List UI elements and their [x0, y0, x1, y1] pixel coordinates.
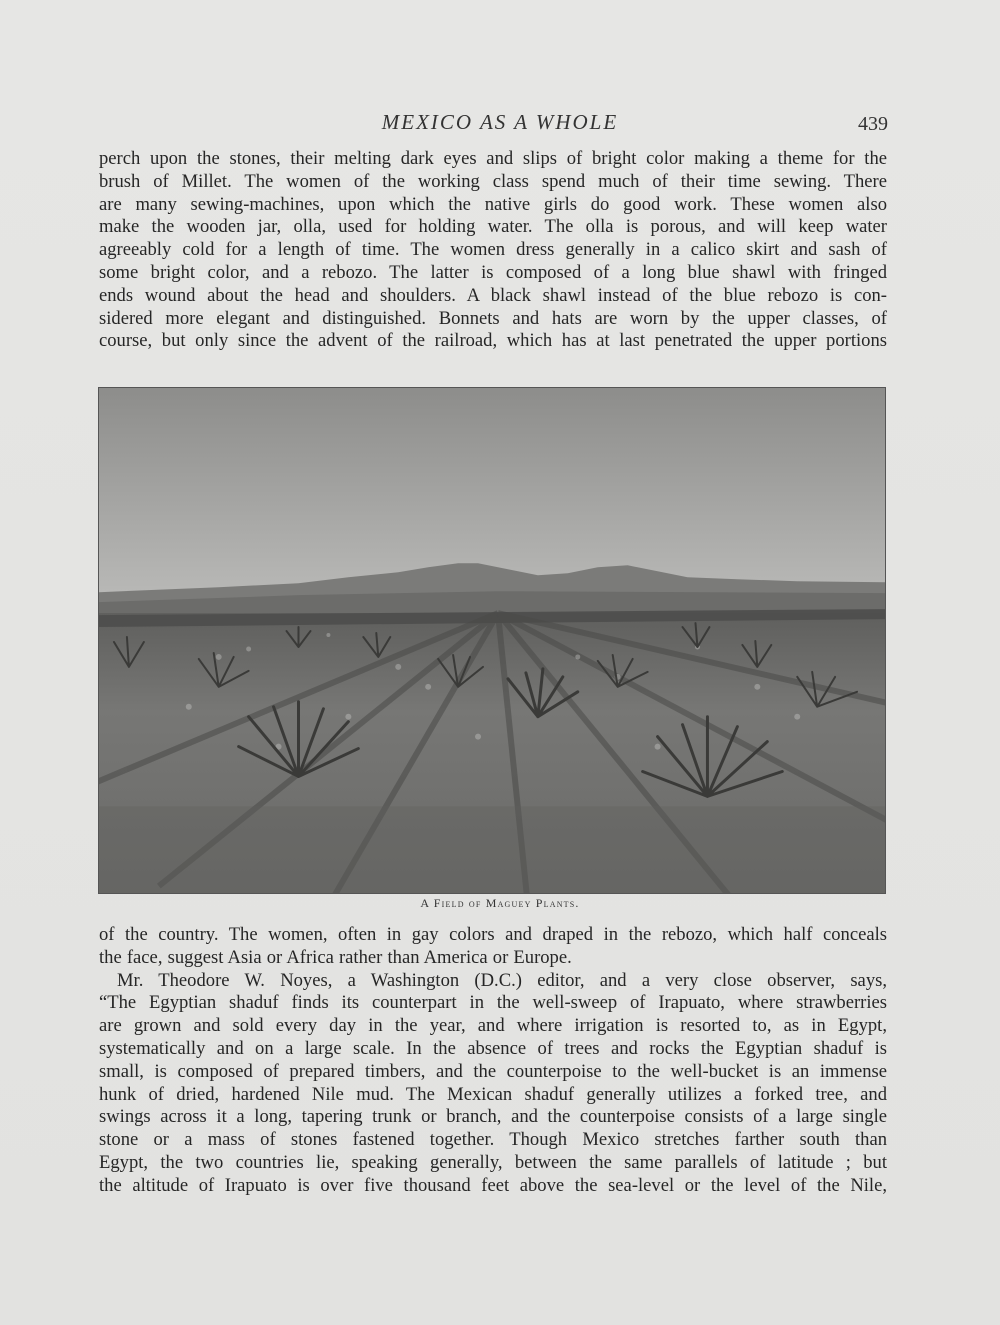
text-line: ends wound about the head and shoulders. A black shawl instead of the blue rebozo is con-	[99, 284, 887, 306]
text-line: sidered more elegant and distinguished. Bonnets and hats are worn by the upper classes, of	[99, 307, 887, 329]
text-line: Egypt, the two countries lie, speaking generally, between the same parallels of latitude ; but	[99, 1151, 887, 1173]
figure-caption	[0, 896, 1000, 911]
text-line: “The Egyptian shaduf finds its counterpart in the well-sweep of Irapuato, where strawberries	[99, 992, 887, 1014]
maguey-field-photograph	[98, 387, 886, 894]
text-line: of the country. The women, often in gay colors and draped in the rebozo, which half conceals	[99, 924, 887, 945]
text-line: the altitude of Irapuato is over five thousand feet above the sea-level or the level of the Nile,	[99, 1174, 887, 1196]
running-title: MEXICO AS A WHOLE	[381, 110, 619, 134]
paragraph-top	[99, 148, 887, 353]
paragraph-bottom	[99, 924, 887, 1198]
text-line: brush of Millet. The women of the working class spend much of their time sewing. There	[99, 170, 887, 192]
text-line: systematically and on a large scale. In the absence of trees and rocks the Egyptian shaduf is	[99, 1037, 887, 1059]
text-line: perch upon the stones, their melting dark eyes and slips of bright color making a theme for the	[99, 148, 887, 169]
text-line: small, is composed of prepared timbers, and the counterpoise to the well-bucket is an immense	[99, 1060, 887, 1082]
figure-caption-text: A Field of Maguey Plants.	[420, 896, 580, 910]
text-line: make the wooden jar, olla, used for holding water. The olla is porous, and will keep water	[99, 216, 887, 238]
text-line: the face, suggest Asia or Africa rather than America or Europe.	[99, 946, 572, 968]
text-line: some bright color, and a rebozo. The latter is composed of a long blue shawl with fringed	[99, 261, 887, 283]
text-line: hunk of dried, hardened Nile mud. The Mexican shaduf generally utilizes a forked tree, and	[99, 1083, 887, 1105]
text-line: stone or a mass of stones fastened together. Though Mexico stretches farther south than	[99, 1129, 887, 1151]
text-line: agreeably cold for a length of time. The women dress generally in a calico skirt and sash of	[99, 239, 887, 261]
text-line: are grown and sold every day in the year, and where irrigation is resorted to, as in Egypt,	[99, 1015, 887, 1037]
text-line: Mr. Theodore W. Noyes, a Washington (D.C.) editor, and a very close observer, says,	[117, 969, 887, 991]
text-line: swings across it a long, tapering trunk or branch, and the counterpoise consists of a large single	[99, 1106, 887, 1128]
running-head	[0, 110, 1000, 140]
text-line: course, but only since the advent of the railroad, which has at last penetrated the upper portions	[99, 330, 887, 352]
page-number: 439	[858, 113, 888, 135]
text-line: are many sewing-machines, upon which the native girls do good work. These women also	[99, 193, 887, 215]
